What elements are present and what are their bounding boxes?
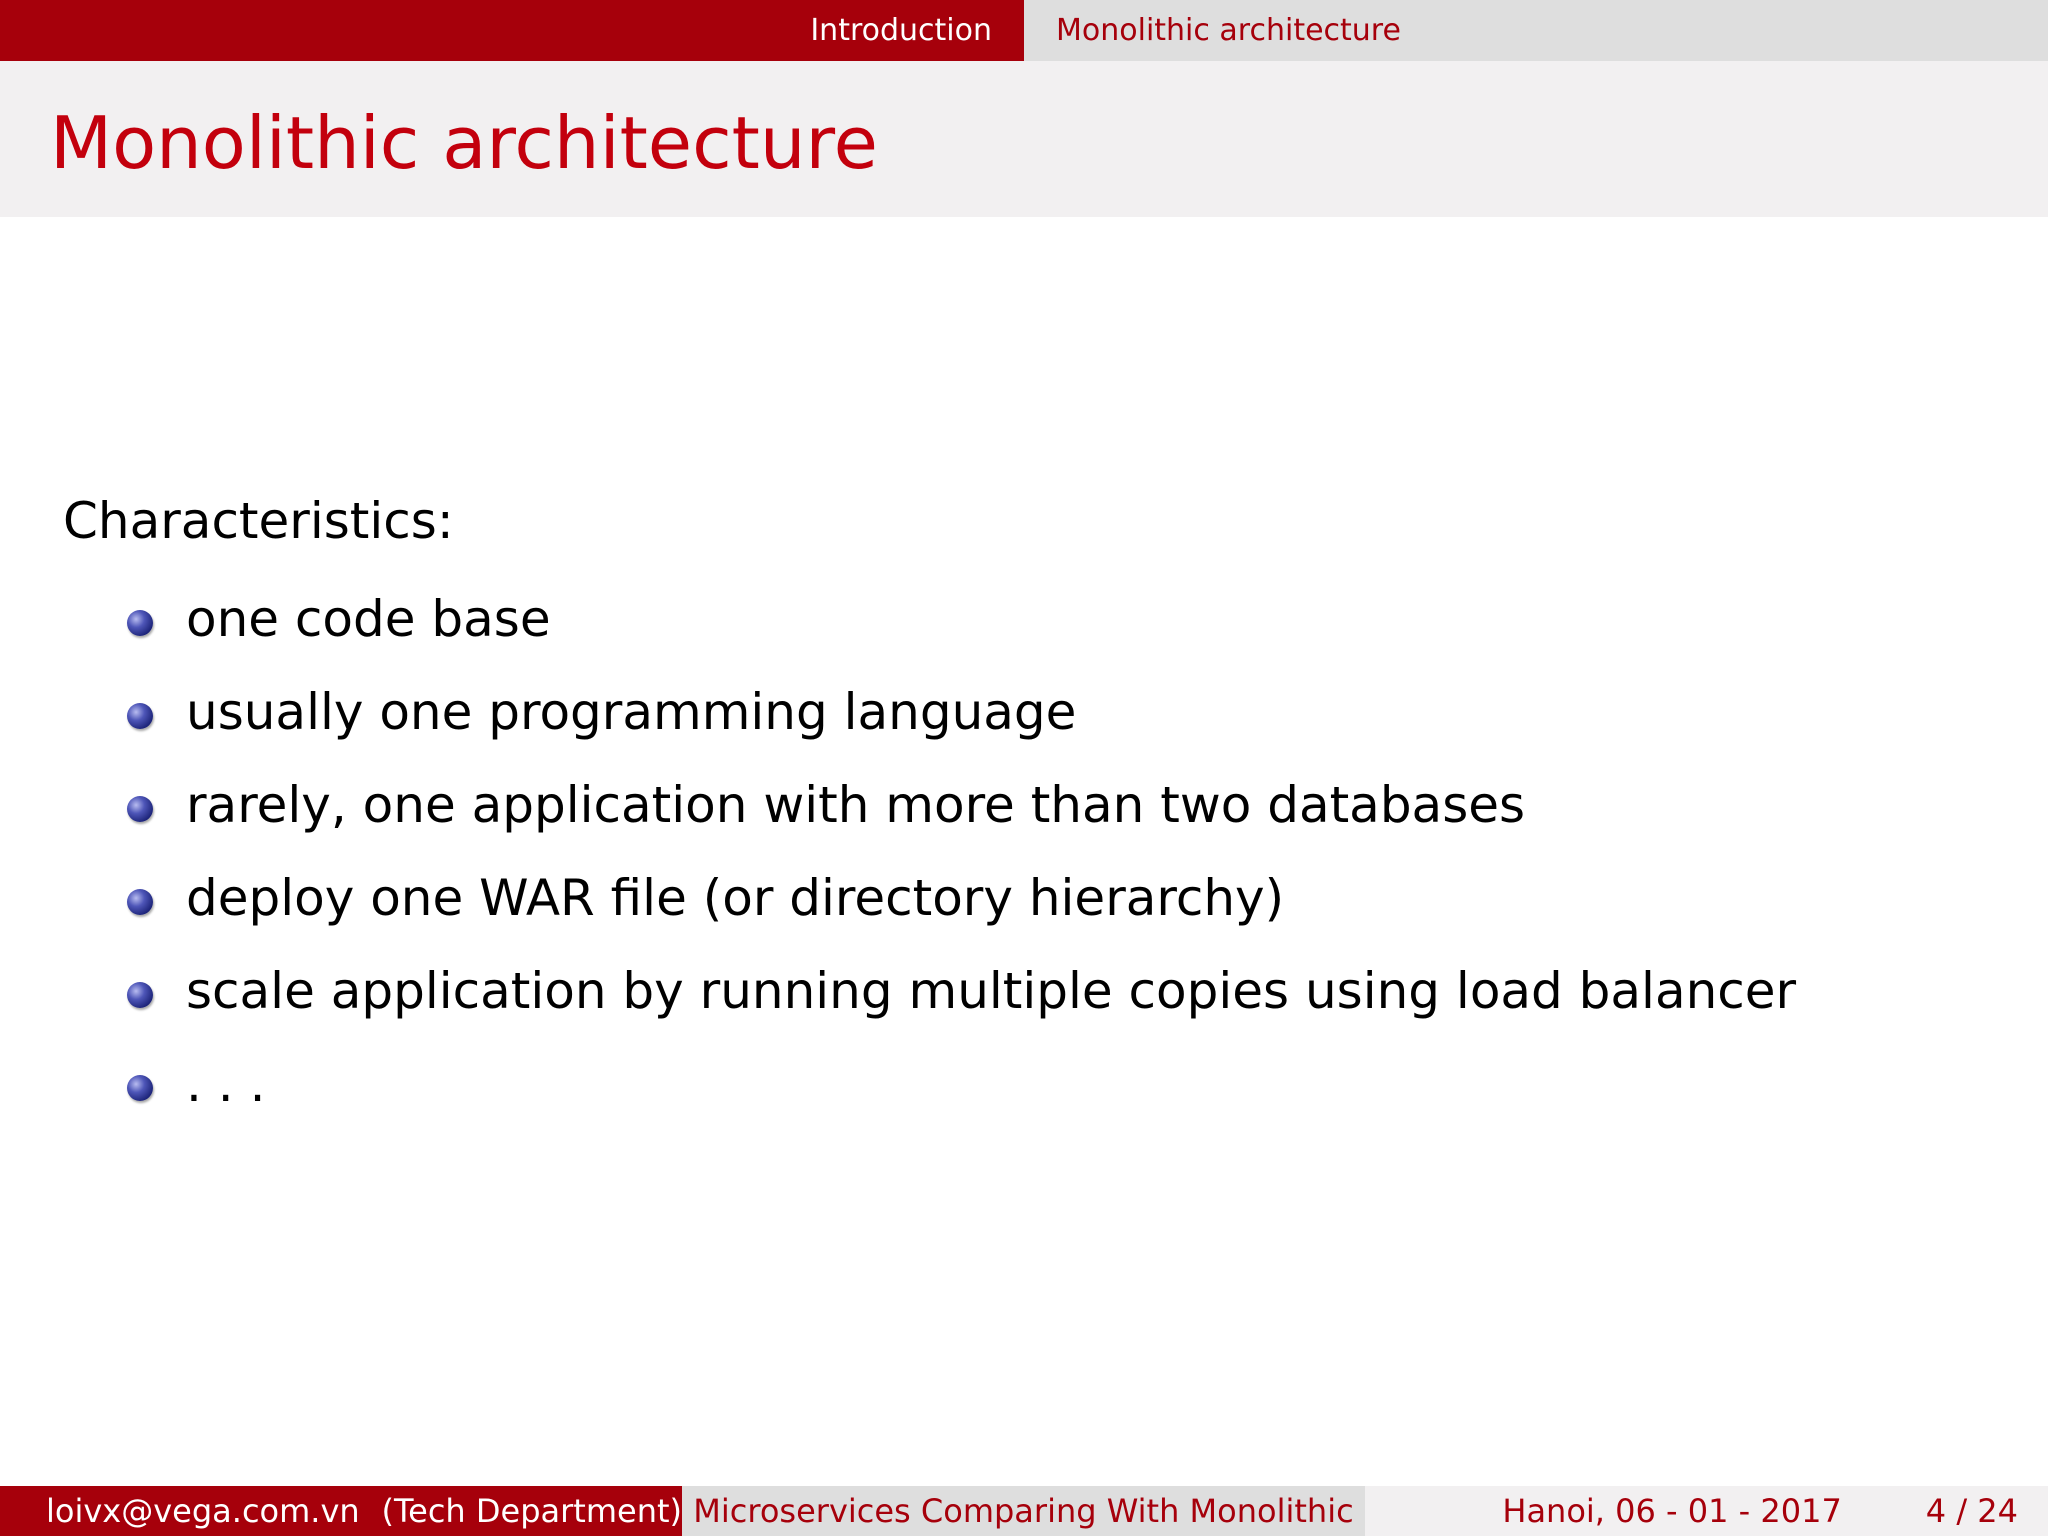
characteristics-list bbox=[63, 576, 2023, 1134]
list-item-text: scale application by running multiple copies using load balancer bbox=[186, 962, 1797, 1020]
top-navigation-bar bbox=[0, 0, 2048, 61]
list-item bbox=[63, 762, 2023, 855]
bullet-ball-icon bbox=[127, 703, 153, 729]
bullet-ball-icon bbox=[127, 796, 153, 822]
frame-title: Monolithic architecture bbox=[50, 101, 878, 185]
list-item-text: . . . bbox=[186, 1055, 266, 1113]
nav-section-link[interactable]: Introduction bbox=[810, 13, 992, 48]
bullet-ball-icon bbox=[127, 610, 153, 636]
list-item-text: one code base bbox=[186, 590, 551, 648]
footer-title: Microservices Comparing With Monolithic bbox=[693, 1492, 1354, 1530]
nav-section-panel bbox=[0, 0, 1024, 61]
footer-page-number: 4 / 24 bbox=[1925, 1492, 2018, 1530]
characteristics-heading: Characteristics: bbox=[63, 492, 454, 550]
footer-date-panel bbox=[1365, 1486, 2048, 1536]
bullet-ball-icon bbox=[127, 982, 153, 1008]
bullet-ball-icon bbox=[127, 1075, 153, 1101]
list-item bbox=[63, 1041, 2023, 1134]
list-item bbox=[63, 669, 2023, 762]
footer-institute: (Tech Department) bbox=[381, 1492, 682, 1530]
footer-date: Hanoi, 06 - 01 - 2017 bbox=[1502, 1492, 1842, 1530]
nav-subsection-panel bbox=[1024, 0, 2048, 61]
list-item bbox=[63, 576, 2023, 669]
footer-author: loivx@vega.com.vn bbox=[46, 1492, 360, 1530]
footer-author-panel bbox=[0, 1486, 682, 1536]
list-item-text: usually one programming language bbox=[186, 683, 1077, 741]
nav-subsection-link[interactable]: Monolithic architecture bbox=[1056, 13, 1401, 48]
frame-title-band bbox=[0, 61, 2048, 217]
list-item bbox=[63, 948, 2023, 1041]
footer-bar bbox=[0, 1486, 2048, 1536]
footer-title-panel bbox=[682, 1486, 1365, 1536]
slide-content bbox=[63, 483, 2023, 1134]
list-item-text: rarely, one application with more than two databases bbox=[186, 776, 1526, 834]
bullet-ball-icon bbox=[127, 889, 153, 915]
list-item-text: deploy one WAR file (or directory hierarchy) bbox=[186, 869, 1285, 927]
list-item bbox=[63, 855, 2023, 948]
